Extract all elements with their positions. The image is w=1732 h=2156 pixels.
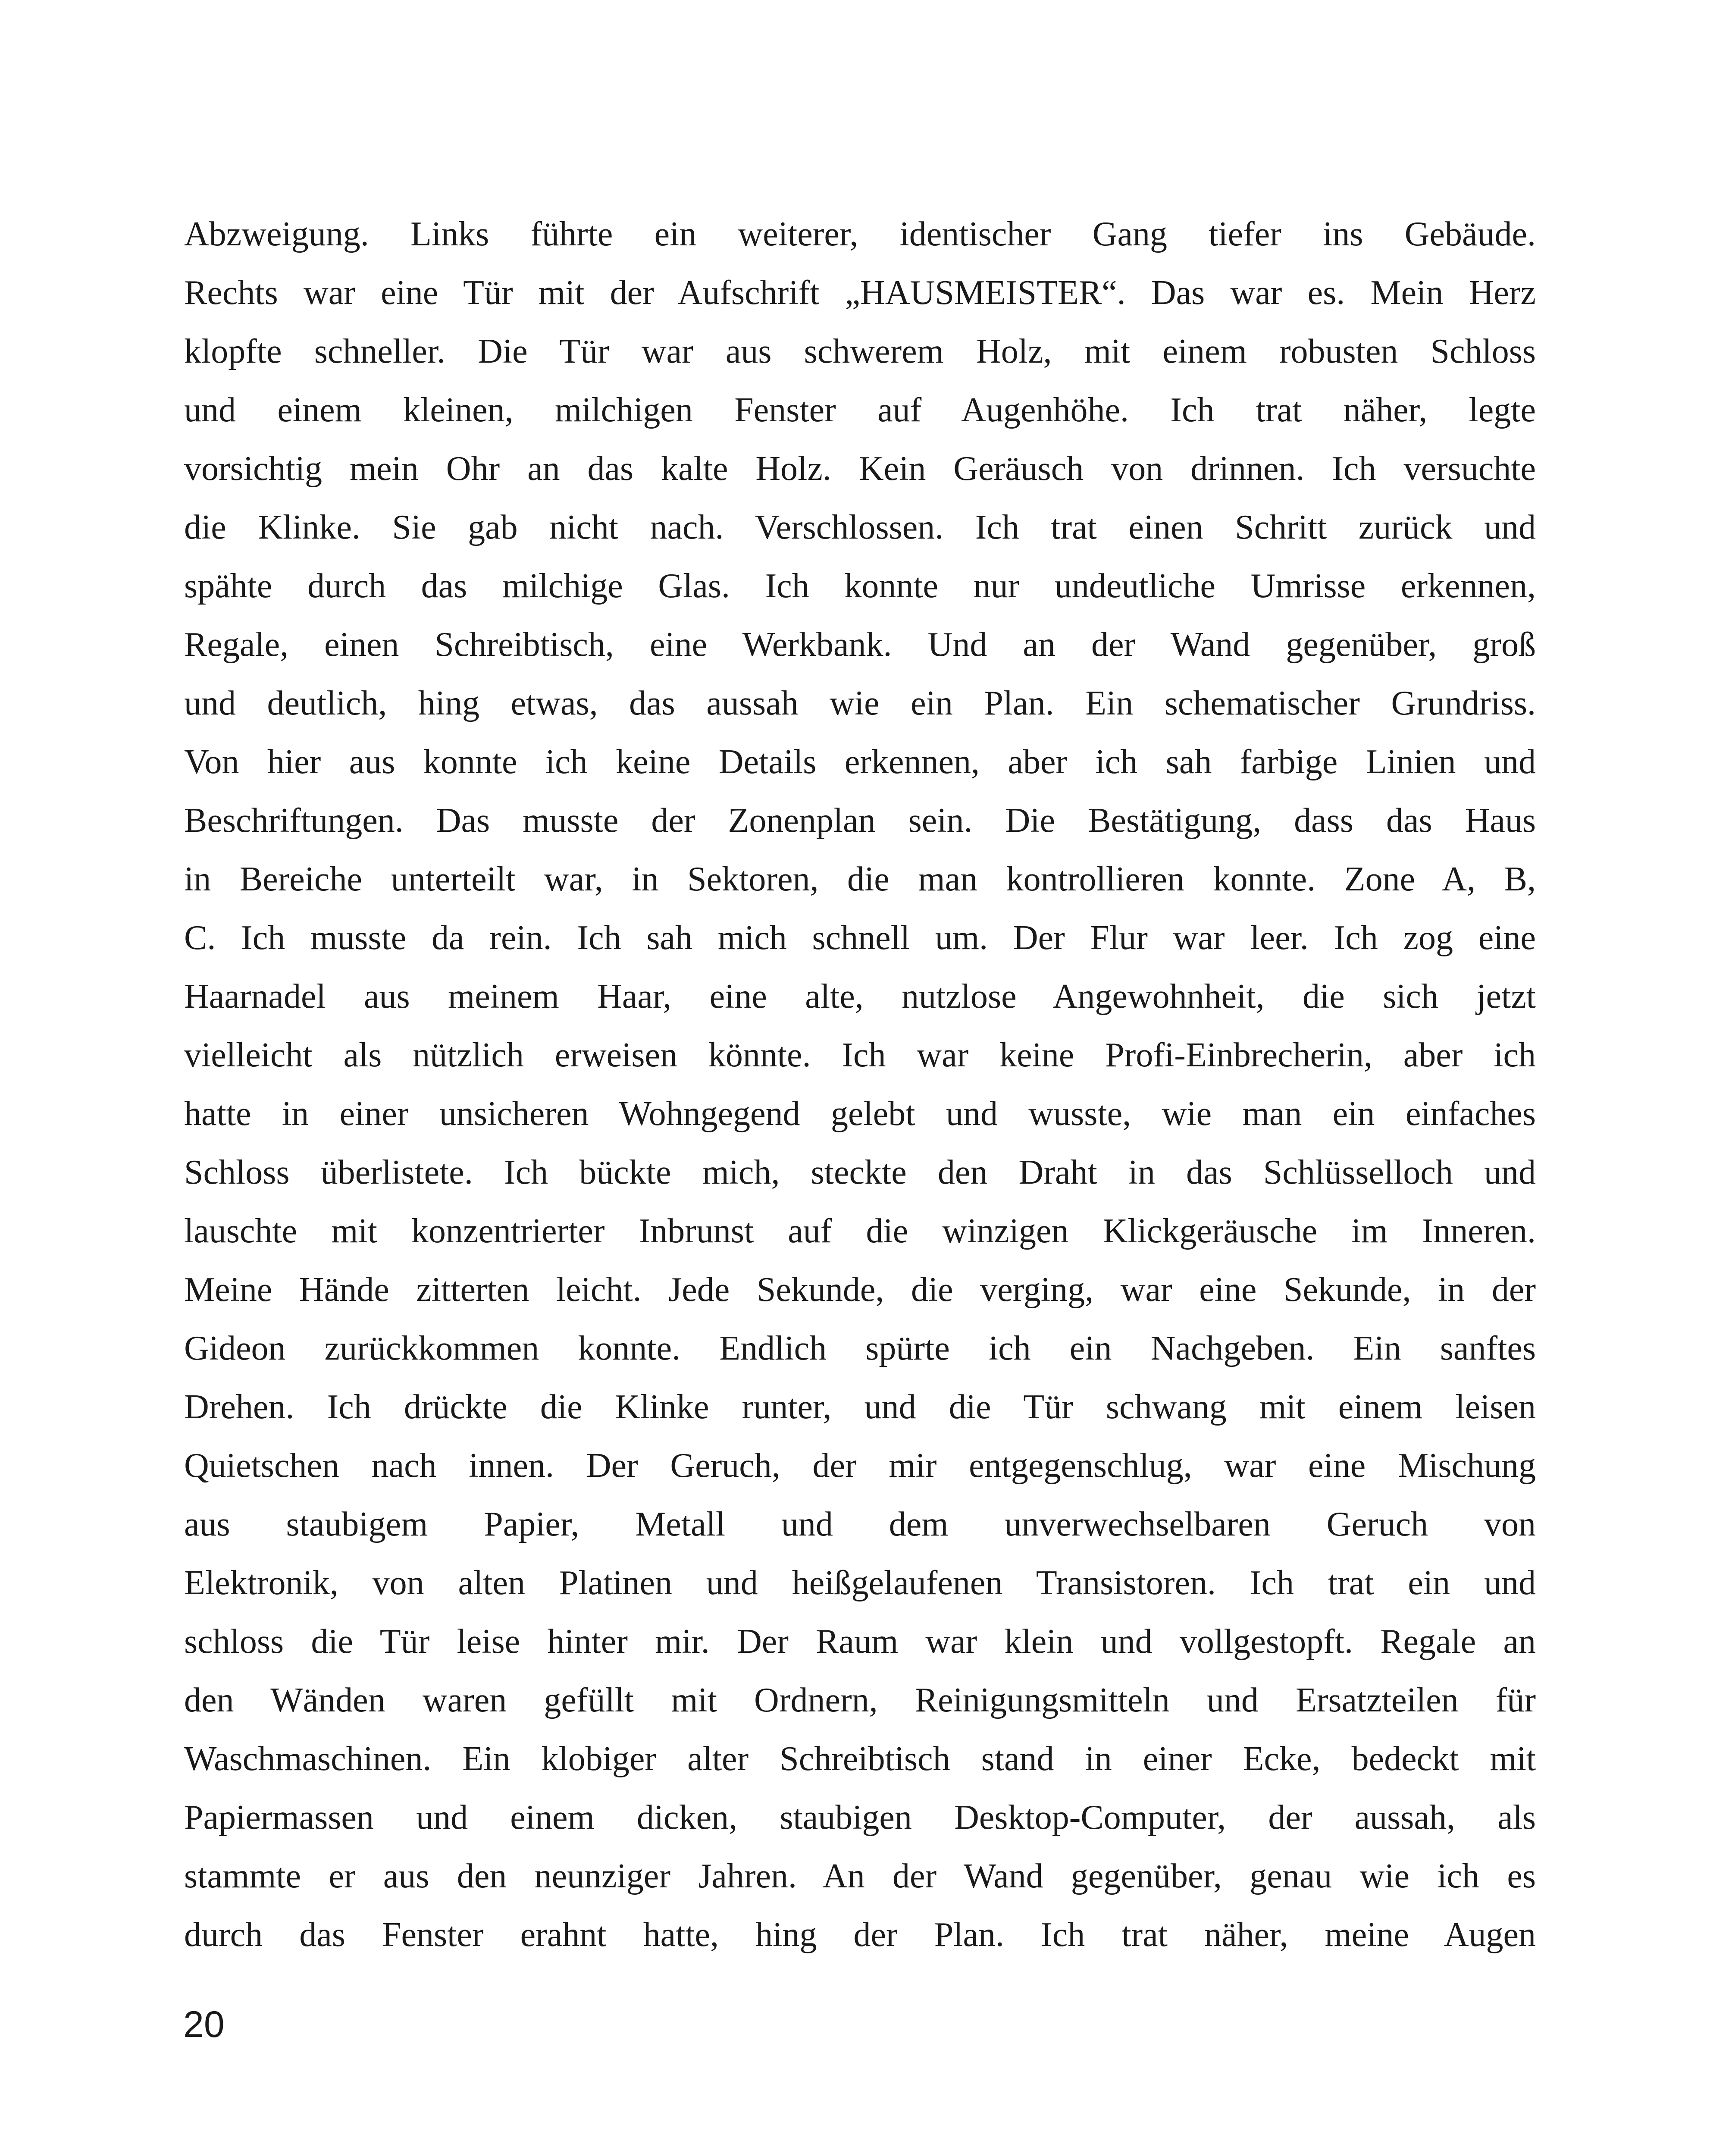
text-line: spähte durch das milchige Glas. Ich konnte nur undeutliche Umrisse erkennen, bbox=[184, 567, 1536, 605]
text-line: Von hier aus konnte ich keine Details erkennen, aber ich sah farbige Linien und bbox=[184, 743, 1536, 781]
text-line: und deutlich, hing etwas, das aussah wie ein Plan. Ein schematischer Grundriss. bbox=[184, 684, 1536, 722]
text-line: Haarnadel aus meinem Haar, eine alte, nutzlose Angewohnheit, die sich jetzt bbox=[184, 978, 1536, 1015]
text-line: die Klinke. Sie gab nicht nach. Verschlossen. Ich trat einen Schritt zurück und bbox=[184, 508, 1536, 546]
text-line: Gideon zurückkommen konnte. Endlich spürte ich ein Nachgeben. Ein sanftes bbox=[184, 1329, 1536, 1367]
text-line: Schloss überlistete. Ich bückte mich, steckte den Draht in das Schlüsselloch und bbox=[184, 1153, 1536, 1191]
text-line: hatte in einer unsicheren Wohngegend gelebt und wusste, wie man ein einfaches bbox=[184, 1095, 1536, 1133]
text-line: vorsichtig mein Ohr an das kalte Holz. Kein Geräusch von drinnen. Ich versuchte bbox=[184, 450, 1536, 488]
text-line: Quietschen nach innen. Der Geruch, der mir entgegenschlug, war eine Mischung bbox=[184, 1447, 1536, 1485]
body-text bbox=[184, 205, 1536, 1964]
text-line: Regale, einen Schreibtisch, eine Werkbank. Und an der Wand gegenüber, groß bbox=[184, 626, 1536, 664]
text-line: Papiermassen und einem dicken, staubigen Desktop-Computer, der aussah, als bbox=[184, 1799, 1536, 1836]
text-line: schloss die Tür leise hinter mir. Der Raum war klein und vollgestopft. Regale an bbox=[184, 1623, 1536, 1661]
text-line: Rechts war eine Tür mit der Aufschrift „HAUSMEISTER“. Das war es. Mein Herz bbox=[184, 274, 1536, 312]
text-line: C. Ich musste da rein. Ich sah mich schnell um. Der Flur war leer. Ich zog eine bbox=[184, 919, 1536, 957]
text-line: den Wänden waren gefüllt mit Ordnern, Reinigungsmitteln und Ersatzteilen für bbox=[184, 1681, 1536, 1719]
text-line: in Bereiche unterteilt war, in Sektoren, die man kontrollieren konnte. Zone A, B, bbox=[184, 860, 1536, 898]
text-line: klopfte schneller. Die Tür war aus schwerem Holz, mit einem robusten Schloss bbox=[184, 332, 1536, 370]
text-line: Beschriftungen. Das musste der Zonenplan sein. Die Bestätigung, dass das Haus bbox=[184, 802, 1536, 840]
text-line: Abzweigung. Links führte ein weiterer, identischer Gang tiefer ins Gebäude. bbox=[184, 215, 1536, 253]
text-line: und einem kleinen, milchigen Fenster auf Augenhöhe. Ich trat näher, legte bbox=[184, 391, 1536, 429]
text-line: durch das Fenster erahnt hatte, hing der Plan. Ich trat näher, meine Augen bbox=[184, 1916, 1536, 1954]
text-line: stammte er aus den neunziger Jahren. An der Wand gegenüber, genau wie ich es bbox=[184, 1857, 1536, 1895]
text-line: aus staubigem Papier, Metall und dem unverwechselbaren Geruch von bbox=[184, 1505, 1536, 1543]
text-line: Meine Hände zitterten leicht. Jede Sekunde, die verging, war eine Sekunde, in der bbox=[184, 1271, 1536, 1309]
page-number: 20 bbox=[183, 2004, 225, 2045]
text-line: lauschte mit konzentrierter Inbrunst auf die winzigen Klickgeräusche im Inneren. bbox=[184, 1212, 1536, 1250]
text-line: Drehen. Ich drückte die Klinke runter, und die Tür schwang mit einem leisen bbox=[184, 1388, 1536, 1426]
text-line: Elektronik, von alten Platinen und heißgelaufenen Transistoren. Ich trat ein und bbox=[184, 1564, 1536, 1602]
text-line: vielleicht als nützlich erweisen könnte. Ich war keine Profi-Einbrecherin, aber ich bbox=[184, 1036, 1536, 1074]
text-line: Waschmaschinen. Ein klobiger alter Schreibtisch stand in einer Ecke, bedeckt mit bbox=[184, 1740, 1536, 1778]
